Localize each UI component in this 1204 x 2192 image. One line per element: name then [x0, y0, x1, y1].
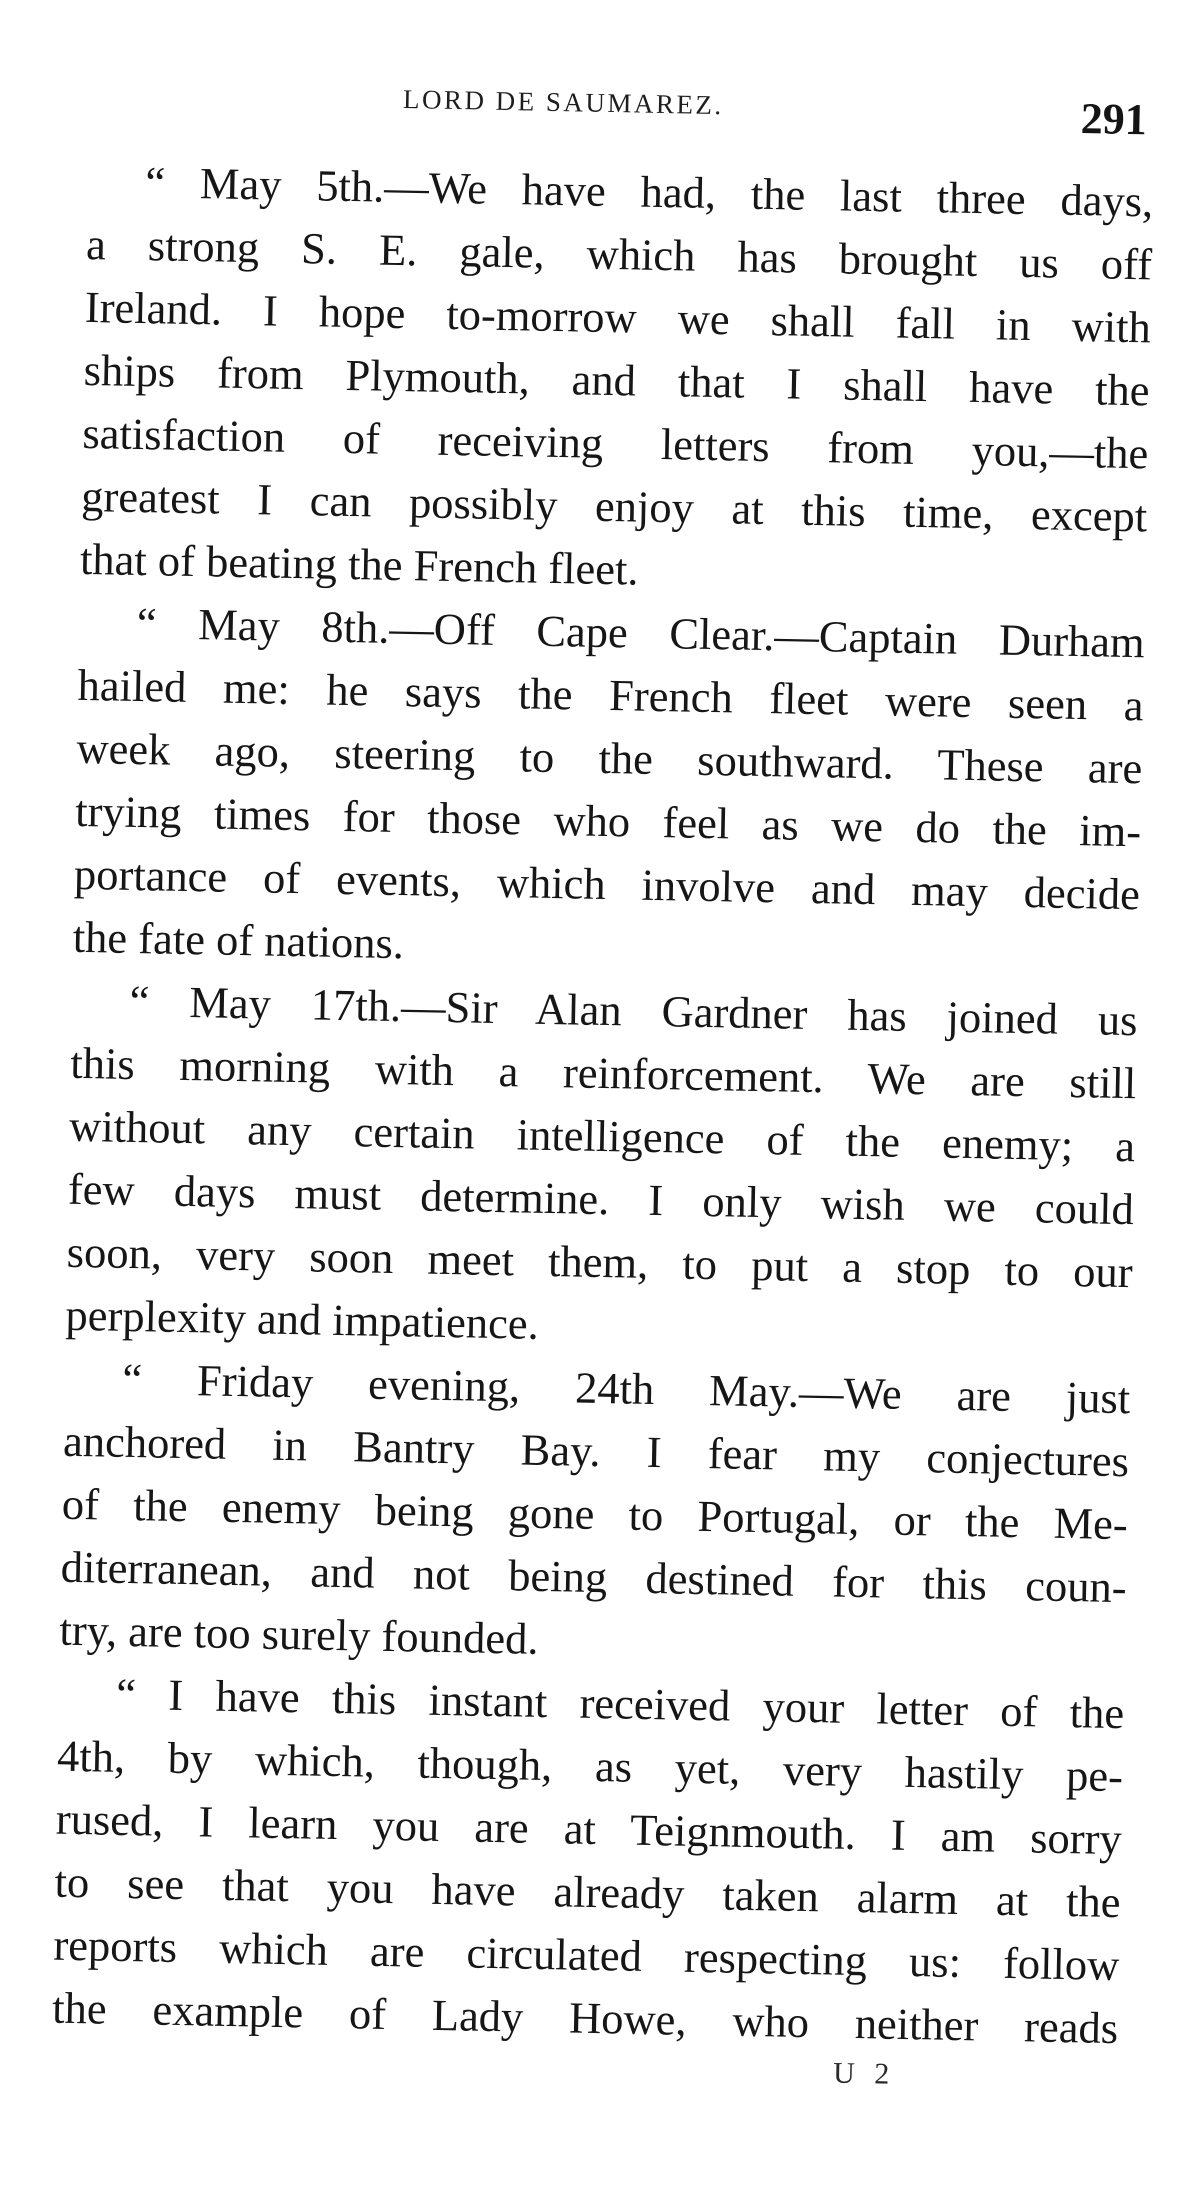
text-line: week ago, steering to the southward. These are — [76, 722, 1143, 794]
text-line: satisfaction of receiving letters from you,—the — [82, 407, 1149, 479]
text-line: “ I have this instant received your letter of the — [115, 1668, 1125, 1739]
text-line: soon, very soon meet them, to put a stop to our — [66, 1226, 1134, 1298]
body-text — [52, 150, 1154, 2060]
text-line: greatest I can possibly enjoy at this time, except — [80, 470, 1148, 542]
text-line: diterranean, and not being destined for this coun- — [60, 1541, 1128, 1613]
text-line: anchored in Bantry Bay. I fear my conjectures — [62, 1415, 1130, 1487]
text-line: hailed me: he says the French fleet were seen a — [77, 659, 1144, 731]
text-line: few days must determine. I only wish we could — [67, 1163, 1135, 1235]
text-line: a strong S. E. gale, which has brought us off — [85, 218, 1153, 290]
text-line: try, are too surely founded. — [59, 1604, 540, 1664]
text-line: rused, I learn you are at Teignmouth. I am sorry — [55, 1793, 1123, 1865]
text-line: “ May 8th.—Off Cape Clear.—Captain Durham — [136, 597, 1146, 668]
text-line: ships from Plymouth, and that I shall have the — [83, 344, 1151, 416]
signature-mark: U 2 — [832, 2056, 896, 2091]
text-line: reports which are circulated respecting us: follow — [53, 1919, 1120, 1991]
text-line: of the enemy being gone to Portugal, or the Me- — [61, 1478, 1129, 1550]
text-line: without any certain intelligence of the enemy; a — [68, 1100, 1136, 1172]
text-line: “ May 17th.—Sir Alan Gardner has joined us — [129, 975, 1138, 1046]
text-line: perplexity and impatience. — [65, 1289, 540, 1349]
running-title: LORD DE SAUMAREZ. — [402, 83, 724, 121]
text-line: “ May 5th.—We have had, the last three days, — [144, 157, 1154, 227]
text-line: Ireland. I hope to-morrow we shall fall in with — [84, 281, 1152, 353]
page-number: 291 — [1080, 94, 1148, 145]
text-line: the example of Lady Howe, who neither reads — [51, 1982, 1119, 2054]
text-line: this morning with a reinforcement. We are still — [69, 1037, 1137, 1109]
text-line: to see that you have already taken alarm at the — [54, 1856, 1121, 1928]
text-line: trying times for those who feel as we do the im- — [74, 785, 1142, 857]
text-line: “ Friday evening, 24th May.—We are just — [121, 1353, 1131, 1424]
text-line: 4th, by which, though, as yet, very hastily pe- — [56, 1730, 1124, 1802]
text-line: portance of events, which involve and may decide — [73, 848, 1141, 920]
text-line: the fate of nations. — [72, 911, 405, 969]
text-line: that of beating the French fleet. — [79, 533, 640, 595]
